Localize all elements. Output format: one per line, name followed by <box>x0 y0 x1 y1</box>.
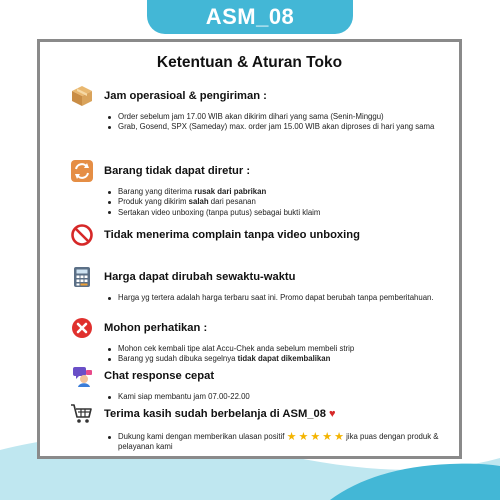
section-chat <box>70 364 450 402</box>
section-title: Mohon perhatikan : <box>104 322 208 334</box>
calculator-icon <box>70 265 94 289</box>
page-title: Ketentuan & Aturan Toko <box>156 54 343 71</box>
list-item: Dukung kami dengan memberikan ulasan positif ★ ★ ★ ★ ★ jika puas dengan produk & pelayanan kami <box>108 432 450 453</box>
top-bar <box>0 0 500 34</box>
list-item: Mohon cek kembali tipe alat Accu-Chek anda sebelum membeli strip <box>108 344 450 354</box>
star-icon: ★ <box>298 431 309 443</box>
list-item: Kami siap membantu jam 07.00-22.00 <box>108 392 450 402</box>
brand-badge: ASM_08 <box>147 0 353 34</box>
package-box-icon <box>70 84 94 108</box>
section-title: Chat response cepat <box>104 370 215 382</box>
red-x-icon <box>70 316 94 340</box>
section-title: Terima kasih sudah berbelanja di ASM_08 ♥ <box>104 408 336 420</box>
section-title: Barang tidak dapat diretur : <box>104 165 251 177</box>
section-no-return <box>70 159 450 218</box>
rules-card <box>37 39 462 459</box>
return-arrows-icon <box>70 159 94 183</box>
star-icon: ★ <box>286 431 297 443</box>
section-title: Jam operasioal & pengiriman : <box>104 90 267 102</box>
chat-support-icon <box>70 364 94 388</box>
list-item: Sertakan video unboxing (tanpa putus) sebagai bukti klaim <box>108 208 450 218</box>
list-item: Order sebelum jam 17.00 WIB akan dikirim dihari yang sama (Senin-Minggu) <box>108 112 450 122</box>
section-thank-you <box>70 402 450 453</box>
shopping-cart-icon <box>70 402 94 426</box>
section-title: Tidak menerima complain tanpa video unboxing <box>104 229 360 241</box>
list-item: Barang yang diterima rusak dari pabrikan <box>108 187 450 197</box>
section-title: Harga dapat dirubah sewaktu-waktu <box>104 271 296 283</box>
section-no-complain <box>70 223 450 247</box>
list-item: Produk yang dikirim salah dari pesanan <box>108 197 450 207</box>
list-item: Grab, Gosend, SPX (Sameday) max. order jam 15.00 WIB akan diproses di hari yang sama <box>108 122 450 132</box>
list-item: Barang yg sudah dibuka segelnya tidak dapat dikembalikan <box>108 354 450 364</box>
section-operating-hours <box>70 84 450 133</box>
list-item: Harga yg tertera adalah harga terbaru saat ini. Promo dapat berubah tanpa pemberitahuan. <box>108 293 450 303</box>
section-please-note <box>70 316 450 365</box>
star-icon: ★ <box>334 431 344 443</box>
star-icon: ★ <box>310 431 321 443</box>
heart-icon: ♥ <box>328 408 336 420</box>
rating-stars <box>287 432 344 442</box>
section-price-change <box>70 265 450 303</box>
no-entry-icon <box>70 223 94 247</box>
star-icon: ★ <box>322 431 333 443</box>
